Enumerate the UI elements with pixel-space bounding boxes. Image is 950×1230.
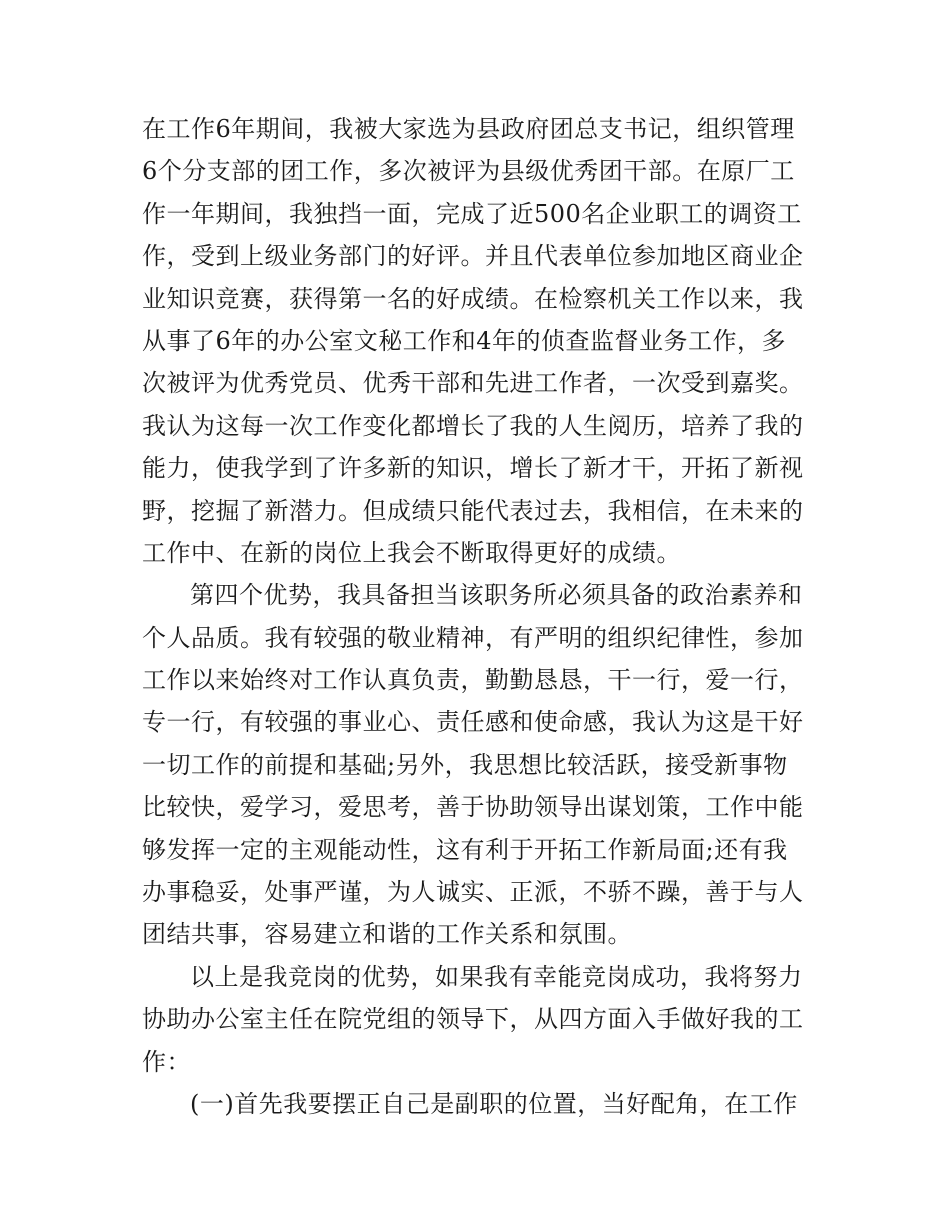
text-line: 工作中、在新的岗位上我会不断取得更好的成绩。: [142, 538, 681, 567]
text-line: 6个分支部的团工作，多次被评为县级优秀团干部。在原厂工: [142, 157, 795, 186]
text-line: 野，挖掘了新潜力。但成绩只能代表过去，我相信，在未来的: [142, 496, 804, 525]
text-line: 协助办公室主任在院党组的领导下，从四方面入手做好我的工: [142, 1005, 804, 1034]
body-text: [142, 108, 822, 1125]
text-line: 作，受到上级业务部门的好评。并且代表单位参加地区商业企: [142, 242, 804, 271]
text-line: 作：: [142, 1047, 191, 1076]
paragraph-start-line: 第四个优势，我具备担当该职务所必须具备的政治素养和: [190, 581, 803, 610]
text-line: 个人品质。我有较强的敬业精神，有严明的组织纪律性，参加: [142, 623, 804, 652]
paragraph-start-line: 以上是我竞岗的优势，如果我有幸能竞岗成功，我将努力: [190, 962, 803, 991]
text-line: 次被评为优秀党员、优秀干部和先进工作者，一次受到嘉奖。: [142, 369, 804, 398]
text-line: 能力，使我学到了许多新的知识，增长了新才干，开拓了新视: [142, 454, 804, 483]
text-line: 业知识竞赛，获得第一名的好成绩。在检察机关工作以来，我: [142, 284, 804, 313]
paragraph-start-line: (一)首先我要摆正自己是副职的位置，当好配角，在工作: [190, 1089, 798, 1118]
text-line: 从事了6年的办公室文秘工作和4年的侦查监督业务工作，多: [142, 326, 787, 355]
text-line: 办事稳妥，处事严谨，为人诚实、正派，不骄不躁，善于与人: [142, 878, 804, 907]
text-line: 工作以来始终对工作认真负责，勤勤恳恳，干一行，爱一行，: [142, 666, 804, 695]
text-line: 一切工作的前提和基础;另外，我思想比较活跃，接受新事物: [142, 750, 788, 779]
text-line: 够发挥一定的主观能动性，这有利于开拓工作新局面;还有我: [142, 835, 788, 864]
text-line: 作一年期间，我独挡一面，完成了近500名企业职工的调资工: [142, 199, 802, 228]
text-line: 在工作6年期间，我被大家选为县政府团总支书记，组织管理: [142, 115, 795, 143]
text-line: 我认为这每一次工作变化都增长了我的人生阅历，培养了我的: [142, 411, 804, 440]
text-line: 团结共事，容易建立和谐的工作关系和氛围。: [142, 920, 632, 949]
text-line: 专一行，有较强的事业心、责任感和使命感，我认为这是干好: [142, 708, 804, 737]
text-line: 比较快，爱学习，爱思考，善于协助领导出谋划策，工作中能: [142, 793, 804, 822]
